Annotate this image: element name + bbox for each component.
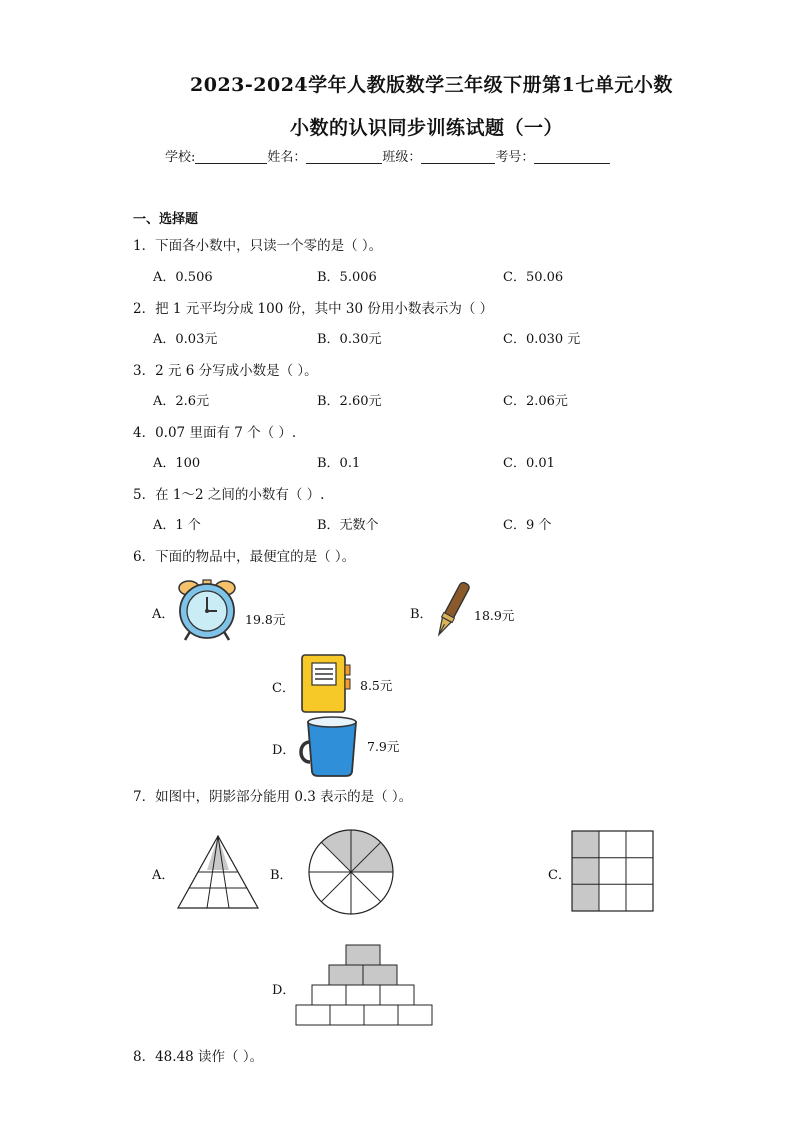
school-label: 学校:: [165, 150, 196, 165]
question-7-option-b-label[interactable]: B．: [270, 868, 293, 883]
question-2-stem: 2．把 1 元平均分成 100 份，其中 30 份用小数表示为（ ）: [133, 301, 494, 317]
question-3-option-b[interactable]: B．2.60元: [317, 394, 382, 409]
question-2-option-b[interactable]: B．0.30元: [317, 332, 382, 347]
question-6-stem: 6．下面的物品中，最便宜的是（ ）。: [133, 549, 356, 565]
question-3-option-c[interactable]: C．2.06元: [503, 394, 568, 409]
question-3-option-a[interactable]: A．2.6元: [153, 394, 210, 409]
question-7-stem: 7．如图中，阴影部分能用 0.3 表示的是（ ）。: [133, 789, 413, 805]
question-3-stem: 3．2 元 6 分写成小数是（ ）。: [133, 363, 318, 379]
question-6-option-c-label[interactable]: C．: [272, 681, 295, 696]
question-6-price-b: 18.9元: [474, 608, 515, 623]
page-title: 2023-2024学年人教版数学三年级下册第1七单元小数: [190, 74, 673, 96]
question-7-option-d-label[interactable]: D．: [272, 983, 296, 998]
question-1-option-c[interactable]: C．50.06: [503, 270, 564, 285]
fountain-pen-icon: [430, 580, 475, 642]
question-7-option-a-label[interactable]: A．: [152, 868, 175, 883]
question-1-option-b[interactable]: B．5.006: [317, 270, 377, 285]
circle-figure: [307, 828, 395, 916]
alarm-clock-icon: [175, 578, 239, 642]
question-6-price-d: 7.9元: [367, 739, 400, 754]
question-5-option-a[interactable]: A．1 个: [153, 518, 201, 533]
question-2-option-a[interactable]: A．0.03元: [153, 332, 218, 347]
question-5-option-c[interactable]: C．9 个: [503, 518, 552, 533]
question-5-option-b[interactable]: B．无数个: [317, 518, 379, 533]
question-8-stem: 8．48.48 读作（ ）。: [133, 1049, 264, 1065]
name-label: 姓名：: [267, 150, 307, 165]
question-6-option-d-label[interactable]: D．: [272, 743, 296, 758]
question-4-option-b[interactable]: B．0.1: [317, 456, 361, 471]
question-7-option-c-label[interactable]: C．: [548, 868, 571, 883]
class-label: 班级：: [382, 150, 422, 165]
question-4-option-a[interactable]: A．100: [153, 456, 201, 471]
mug-icon: [298, 714, 362, 778]
question-1-stem: 1．下面各小数中，只读一个零的是（ ）。: [133, 238, 383, 254]
class-blank[interactable]: [421, 149, 495, 164]
number-blank[interactable]: [534, 149, 610, 164]
question-4-option-c[interactable]: C．0.01: [503, 456, 555, 471]
question-4-stem: 4．0.07 里面有 7 个（ ）.: [133, 425, 297, 441]
question-1-option-a[interactable]: A．0.506: [153, 270, 213, 285]
question-2-option-c[interactable]: C．0.030 元: [503, 332, 581, 347]
notebook-icon: [300, 653, 352, 715]
name-blank[interactable]: [306, 149, 382, 164]
page-subtitle: 小数的认识同步训练试题（一）: [290, 117, 564, 139]
student-info-row: [165, 146, 610, 165]
triangle-figure: [177, 834, 261, 910]
question-6-option-b-label[interactable]: B．: [410, 607, 433, 622]
section-title: 一、选择题: [133, 212, 199, 227]
number-label: 考号：: [495, 150, 535, 165]
brick-pyramid-figure: [295, 944, 435, 1026]
question-6-price-c: 8.5元: [360, 678, 393, 693]
question-5-stem: 5．在 1～2 之间的小数有（ ）.: [133, 487, 325, 503]
question-6-option-a-label[interactable]: A．: [152, 607, 175, 622]
question-6-price-a: 19.8元: [245, 612, 286, 627]
school-blank[interactable]: [195, 149, 267, 164]
grid-figure: [571, 830, 655, 912]
